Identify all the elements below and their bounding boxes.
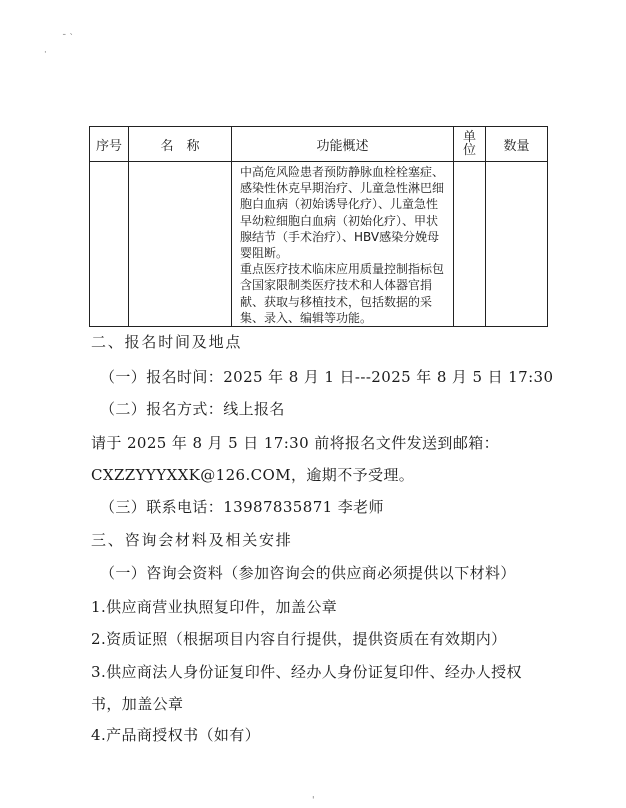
cell-function: [232, 162, 454, 327]
list-item: 3.供应商法人身份证复印件、经办人身份证复印件、经办人授权: [91, 663, 522, 681]
col-header-unit: 单 位: [454, 127, 486, 162]
list-item: 1.供应商营业执照复印件，加盖公章: [91, 598, 338, 616]
cell-index: [90, 162, 129, 327]
registration-time: （一）报名时间：2025 年 8 月 1 日---2025 年 8 月 5 日 17:30: [100, 368, 554, 386]
section-heading: 二、报名时间及地点: [91, 333, 243, 351]
col-header-index: 序号: [90, 127, 129, 162]
col-header-function: 功能概述: [232, 127, 454, 162]
scan-speck: ·: [44, 48, 47, 58]
contact-phone: （三）联系电话：13987835871 李老师: [100, 498, 384, 516]
list-item-continuation: 书，加盖公章: [91, 695, 184, 713]
col-header-name: 名 称: [129, 127, 232, 162]
registration-method: （二）报名方式：线上报名: [100, 400, 285, 418]
email-address: CXZZYYYXXK@126.COM，逾期不予受理。: [91, 466, 415, 484]
col-header-quantity: 数量: [486, 127, 548, 162]
cell-name: [129, 162, 232, 327]
product-table: [89, 126, 548, 327]
scan-speck: ˉ ˋ: [62, 34, 74, 44]
cell-unit: [454, 162, 486, 327]
scan-speck: ': [312, 796, 315, 806]
table-header-row: [90, 127, 548, 162]
materials-intro: （一）咨询会资料（参加咨询会的供应商必须提供以下材料）: [100, 564, 516, 582]
section-heading: 三、咨询会材料及相关安排: [91, 531, 293, 549]
list-item: 2.资质证照（根据项目内容自行提供，提供资质在有效期内）: [91, 630, 507, 648]
list-item: 4.产品商授权书（如有）: [91, 726, 261, 744]
table-row: [90, 162, 548, 327]
email-instruction: 请于 2025 年 8 月 5 日 17:30 前将报名文件发送到邮箱：: [91, 434, 500, 452]
function-paragraph: 重点医疗技术临床应用质量控制指标包含国家限制类医疗技术和人体器官捐献、获取与移植技术，包括数据的采集、录入、编辑等功能。: [240, 262, 445, 325]
cell-quantity: [486, 162, 548, 327]
function-paragraph: 中高危风险患者预防静脉血栓栓塞症、感染性休克早期治疗、儿童急性淋巴细胞白血病（初始诱导化疗）、儿童急性早幼粒细胞白血病（初始化疗）、甲状腺结节（手术治疗）、HBV感染分娩母婴阻断。: [240, 165, 445, 261]
